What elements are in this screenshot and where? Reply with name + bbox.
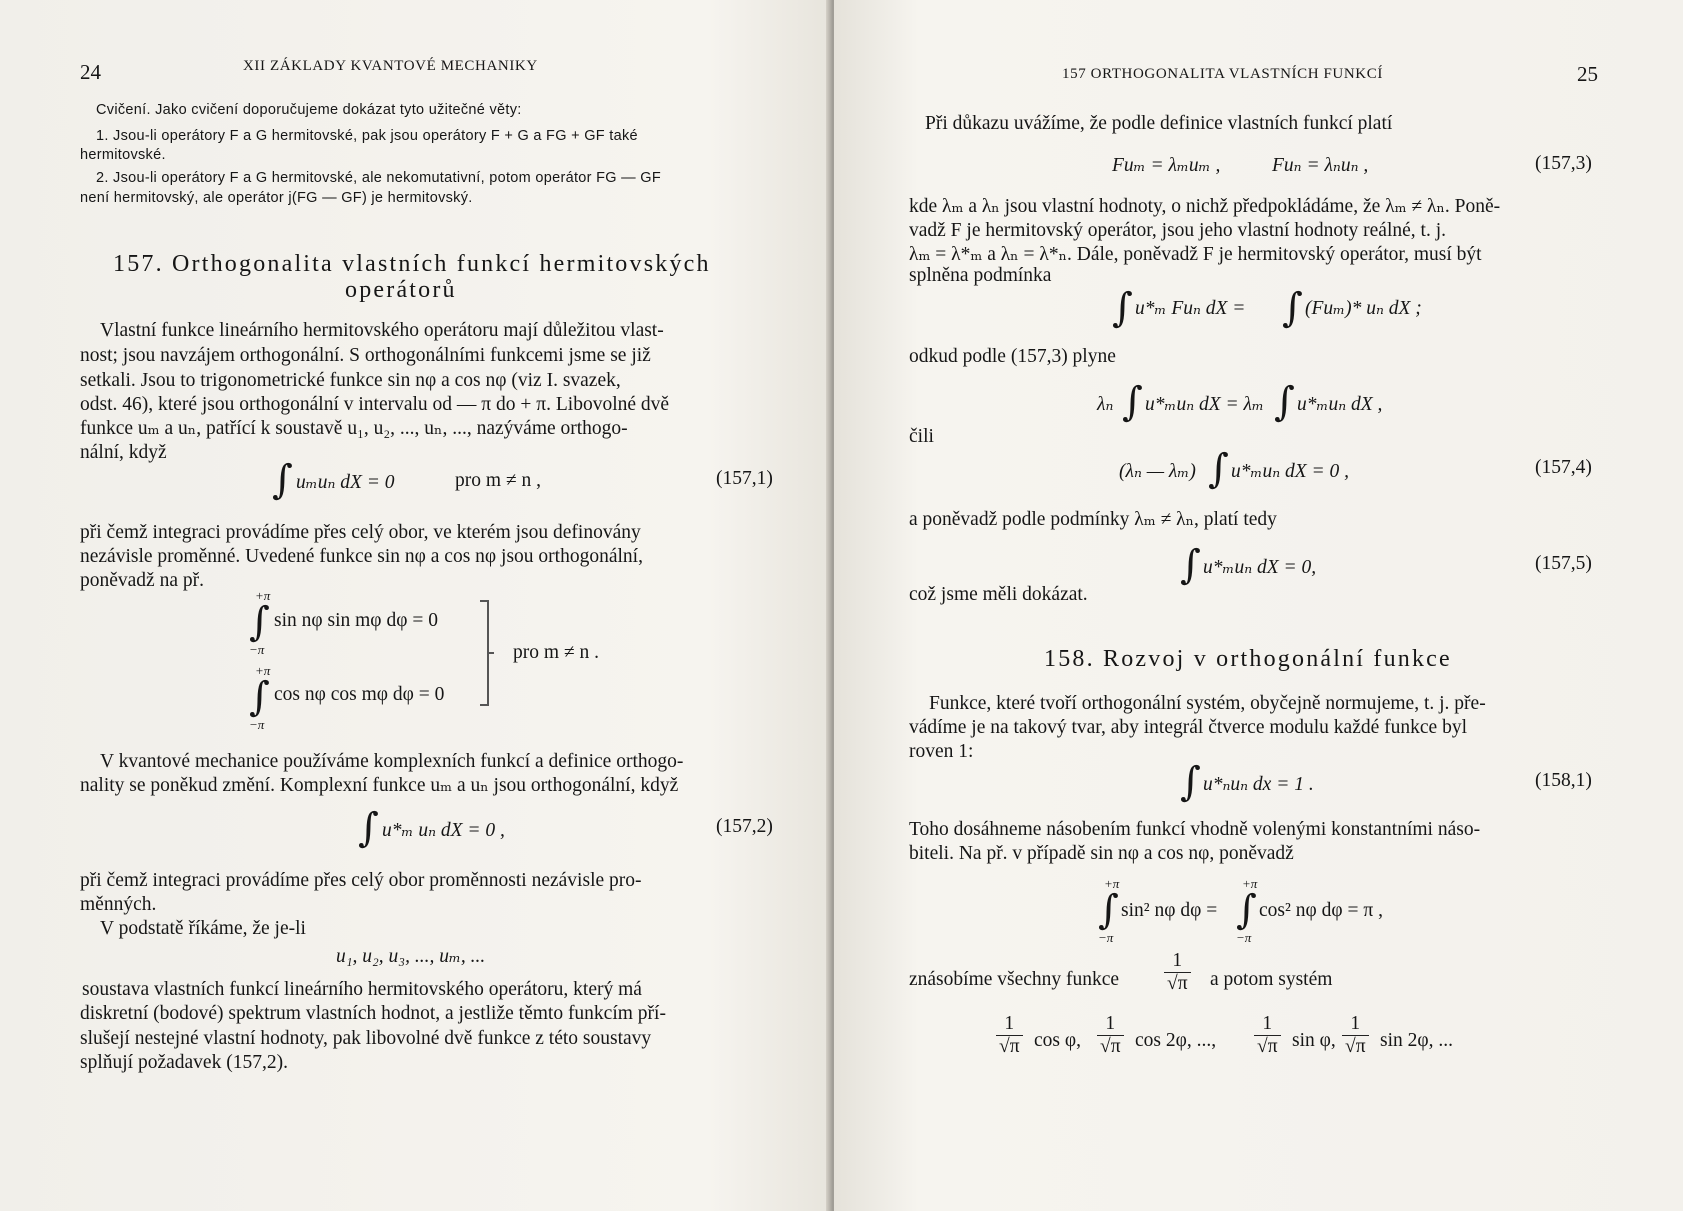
text-line: odst. 46), které jsou orthogonální v intervalu od — π do + π. Libovolné dvě [80, 394, 670, 415]
equation-left: sin² nφ dφ = [1121, 900, 1218, 921]
page-number-right: 25 [1577, 62, 1598, 86]
text-line: roven 1: [909, 741, 974, 762]
equation-left: u*ₘ Fuₙ dX = [1135, 298, 1246, 319]
equation-line: sin nφ sin mφ dφ = 0 [274, 610, 438, 631]
exercise-line: Cvičení. Jako cvičení doporučujeme dokázat tyto užitečné věty: [96, 102, 522, 118]
upper-limit: +π [255, 663, 271, 678]
text-line: Při důkazu uvážíme, že podle definice vlastních funkcí platí [925, 113, 1393, 134]
running-head-left: XII ZÁKLADY KVANTOVÉ MECHANIKY [243, 58, 538, 74]
fraction-numerator: 1 [1254, 1013, 1281, 1036]
exercise-line: není hermitovský, ale operátor j(FG — GF) je hermitovský. [80, 190, 473, 206]
integral-sign: ∫ [249, 599, 270, 645]
equation-number: (157,3) [1535, 153, 1592, 174]
function-sequence: u₁, u₂, u₃, ..., uₘ, ... [336, 946, 486, 967]
fraction [1342, 1013, 1369, 1058]
integral-sign: ∫ [1236, 887, 1257, 933]
system-term: cos φ, [1034, 1030, 1081, 1051]
text-line: nality se poněkud změní. Komplexní funkce uₘ a uₙ jsou orthogonální, když [80, 775, 679, 796]
fraction-denominator: √π [1345, 1036, 1366, 1057]
text-line: nost; jsou navzájem orthogonální. S orthogonálními funkcemi jsme se již [80, 345, 651, 366]
text-line: funkce uₘ a uₙ, patřící k soustavě u₁, u₂, ..., uₙ, ..., nazýváme orthogo- [80, 418, 628, 439]
text-line: biteli. Na př. v případě sin nφ a cos nφ, poněvadž [909, 843, 1294, 864]
text-line: soustava vlastních funkcí lineárního hermitovského operátoru, který má [82, 979, 642, 1000]
integral-sign: ∫ [1122, 379, 1143, 425]
text-line: splněna podmínka [909, 265, 1052, 286]
lower-limit: −π [1236, 930, 1252, 945]
equation-number: (157,1) [716, 468, 773, 489]
fraction-numerator: 1 [996, 1013, 1023, 1036]
system-term: cos 2φ, ..., [1135, 1030, 1217, 1051]
text-line: Funkce, které tvoří orthogonální systém, obyčejně normujeme, t. j. pře- [929, 693, 1486, 714]
equation-number: (157,5) [1535, 553, 1592, 574]
integral-sign: ∫ [249, 674, 270, 720]
section-heading-line: operátorů [345, 277, 457, 303]
brace-tip [480, 600, 488, 602]
text-line: splňují požadavek (157,2). [80, 1052, 288, 1073]
equation-condition: pro m ≠ n . [513, 642, 599, 663]
equation-right: u*ₘuₙ dX , [1297, 394, 1383, 415]
upper-limit: +π [1242, 876, 1258, 891]
lower-limit: −π [1098, 930, 1114, 945]
right-page [834, 0, 1683, 1211]
fraction-denominator: √π [1100, 1036, 1121, 1057]
text-line: diskretní (bodové) spektrum vlastních hodnot, a jestliže těmto funkcím pří- [80, 1003, 666, 1024]
fraction-denominator: √π [1257, 1036, 1278, 1057]
integral-sign: ∫ [1208, 446, 1229, 492]
integral-sign: ∫ [1098, 887, 1119, 933]
equation-right: cos² nφ dφ = π , [1259, 900, 1383, 921]
equation-body: u*ₘ uₙ dX = 0 , [382, 820, 505, 841]
brace-tip [480, 704, 488, 706]
section-heading-158: 158. Rozvoj v orthogonální funkce [1044, 646, 1452, 672]
text-line: kde λₘ a λₙ jsou vlastní hodnoty, o nichž předpokládáme, že λₘ ≠ λₙ. Poně- [909, 196, 1501, 217]
page-number-left: 24 [80, 60, 101, 84]
equation-number: (157,2) [716, 816, 773, 837]
integral-sign: ∫ [1112, 285, 1133, 331]
text-line: Vlastní funkce lineárního hermitovského operátoru mají důležitou vlast- [100, 320, 664, 341]
fraction-numerator: 1 [1342, 1013, 1369, 1036]
text-line: a potom systém [1210, 969, 1333, 990]
equation-part: Fuₘ = λₘuₘ , [1112, 155, 1221, 176]
text-line: V podstatě říkáme, že je-li [100, 918, 306, 939]
equation-left: (λₙ — λₘ) [1119, 461, 1196, 482]
text-line: čili [909, 426, 934, 447]
text-line: V kvantové mechanice používáme komplexních funkcí a definice orthogo- [100, 751, 684, 772]
upper-limit: +π [255, 588, 271, 603]
equation-body: u*ₙuₙ dx = 1 . [1203, 774, 1314, 795]
text-line: odkud podle (157,3) plyne [909, 346, 1116, 367]
left-page [0, 0, 834, 1211]
fraction-numerator: 1 [1097, 1013, 1124, 1036]
equation-body: u*ₘuₙ dX = 0, [1203, 557, 1317, 578]
equation-right: (Fuₘ)* uₙ dX ; [1305, 298, 1422, 319]
equation-part: Fuₙ = λₙuₙ , [1272, 155, 1369, 176]
text-line: slušejí nestejné vlastní hodnoty, pak libovolné dvě funkce z této soustavy [80, 1028, 652, 1049]
fraction [1164, 950, 1191, 995]
fraction-denominator: √π [999, 1036, 1020, 1057]
section-heading-line: 157. Orthogonalita vlastních funkcí hermitovských [113, 251, 711, 277]
integral-sign: ∫ [1180, 759, 1201, 805]
fraction-numerator: 1 [1164, 950, 1191, 973]
integral-sign: ∫ [1282, 285, 1303, 331]
text-line: nezávisle proměnné. Uvedené funkce sin nφ a cos nφ jsou orthogonální, [80, 546, 643, 567]
lower-limit: −π [249, 717, 265, 732]
integral-sign: ∫ [1274, 379, 1295, 425]
equation-number: (158,1) [1535, 770, 1592, 791]
lower-limit: −π [249, 642, 265, 657]
text-line: nální, když [80, 442, 167, 463]
equation-condition: pro m ≠ n , [455, 470, 541, 491]
text-line: při čemž integraci provádíme přes celý obor proměnnosti nezávisle pro- [80, 870, 642, 891]
equation-right: u*ₘuₙ dX = 0 , [1231, 461, 1350, 482]
integral-sign: ∫ [272, 457, 293, 503]
text-line: vádíme je na takový tvar, aby integrál čtverce modulu každé funkce byl [909, 717, 1467, 738]
brace-point [488, 652, 494, 654]
text-line: setkali. Jsou to trigonometrické funkce sin nφ a cos nφ (viz I. svazek, [80, 370, 621, 391]
text-line: při čemž integraci provádíme přes celý obor, ve kterém jsou definovány [80, 522, 641, 543]
integral-sign: ∫ [358, 805, 379, 851]
text-line: znásobíme všechny funkce [909, 969, 1120, 990]
exercise-line: 2. Jsou-li operátory F a G hermitovské, ale nekomutativní, potom operátor FG — GF [96, 170, 662, 186]
fraction [1254, 1013, 1281, 1058]
equation-line: cos nφ cos mφ dφ = 0 [274, 684, 445, 705]
equation-body: uₘuₙ dX = 0 [296, 472, 395, 493]
equation-left: u*ₘuₙ dX = λₘ [1145, 394, 1264, 415]
fraction-denominator: √π [1167, 973, 1188, 994]
equation-number: (157,4) [1535, 457, 1592, 478]
fraction [1097, 1013, 1124, 1058]
system-term: sin φ, [1292, 1030, 1336, 1051]
text-line: měnných. [80, 894, 157, 915]
text-line: vadž F je hermitovský operátor, jsou jeho vlastní hodnoty reálné, t. j. [909, 220, 1446, 241]
system-term: sin 2φ, ... [1380, 1030, 1454, 1051]
fraction [996, 1013, 1023, 1058]
exercise-line: hermitovské. [80, 147, 166, 163]
upper-limit: +π [1104, 876, 1120, 891]
running-head-right: 157 ORTHOGONALITA VLASTNÍCH FUNKCÍ [1062, 66, 1383, 82]
exercise-line: 1. Jsou-li operátory F a G hermitovské, pak jsou operátory F + G a FG + GF také [96, 128, 638, 144]
text-line: poněvadž na př. [80, 570, 204, 591]
integral-sign: ∫ [1180, 542, 1201, 588]
text-line: Toho dosáhneme násobením funkcí vhodně volenými konstantními náso- [909, 819, 1481, 840]
equation-coef: λₙ [1097, 394, 1114, 415]
text-line: λₘ = λ*ₘ a λₙ = λ*ₙ. Dále, poněvadž F je hermitovský operátor, musí být [909, 244, 1482, 265]
text-line: a poněvadž podle podmínky λₘ ≠ λₙ, platí tedy [909, 509, 1277, 530]
text-line: což jsme měli dokázat. [909, 584, 1088, 605]
